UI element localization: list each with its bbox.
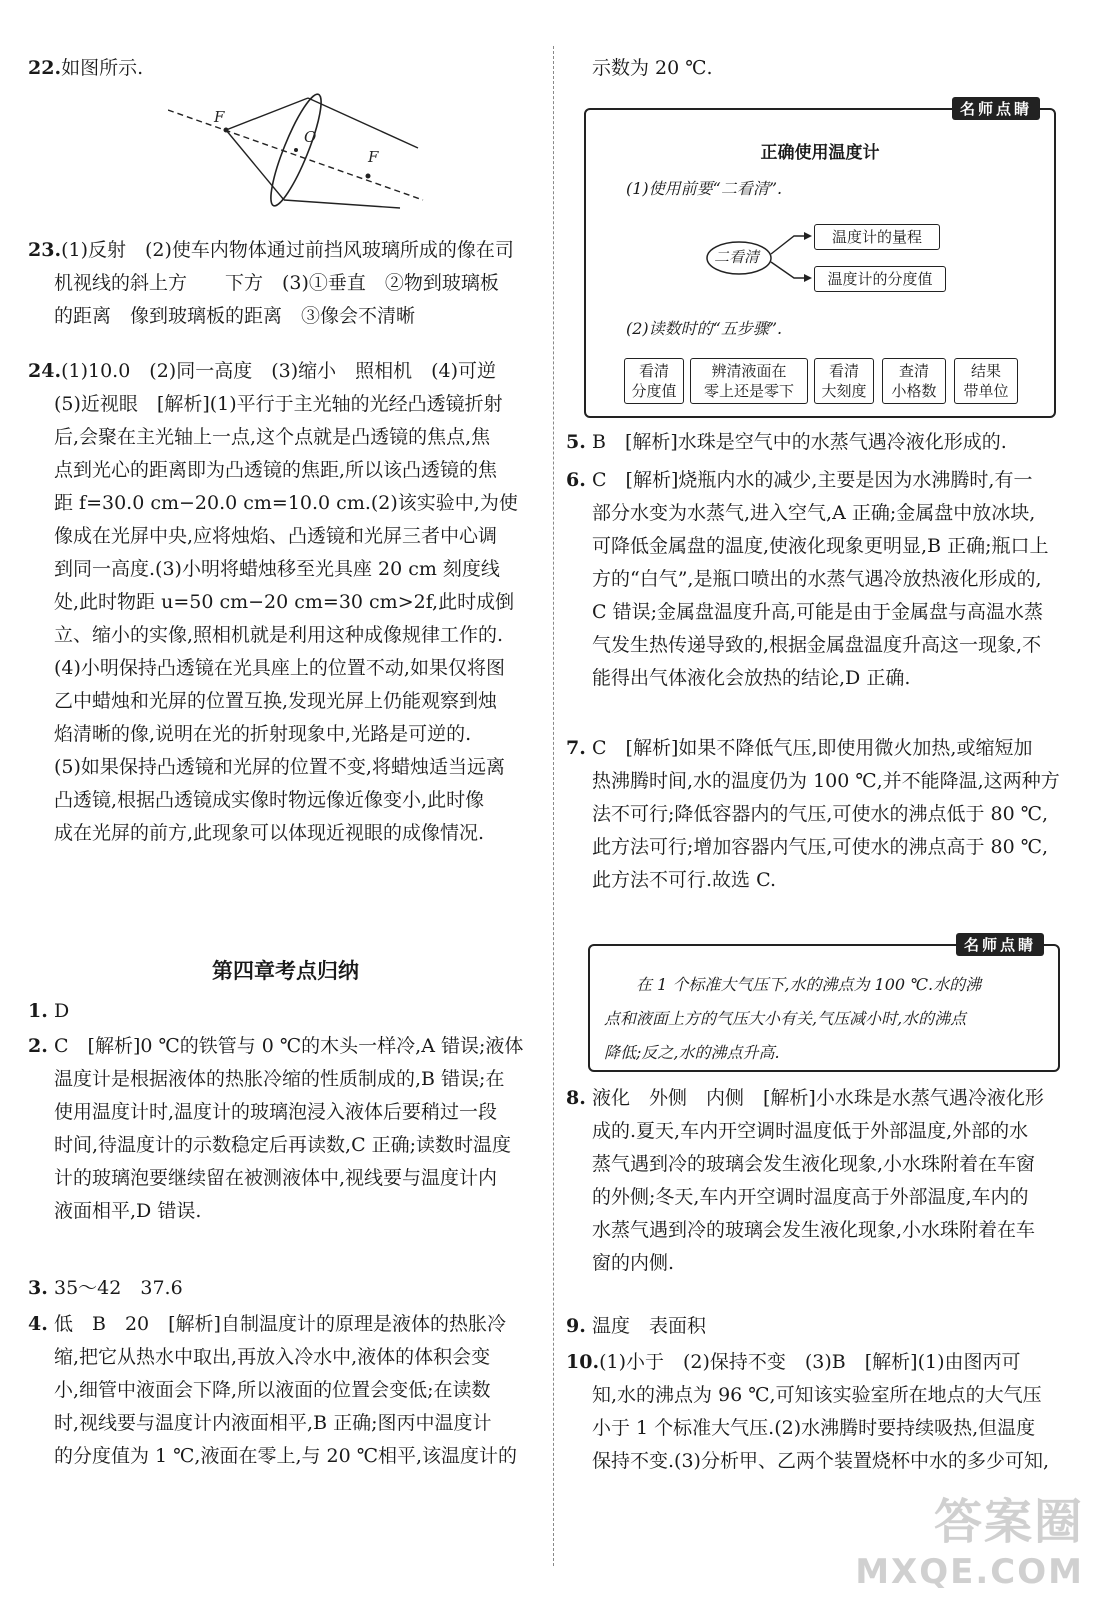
section-title: 第四章考点归纳 — [212, 958, 359, 983]
summary-1: 1. D — [28, 1000, 70, 1022]
tip-title: 正确使用温度计 — [760, 143, 880, 163]
summary-10: 10.(1)小于 (2)保持不变 (3)B [解析](1)由图丙可 知,水的沸点为 96 ℃,可知该实验室所在地点的大气压 小于 1 个标准大气压.(2)水沸腾时要持续吸热,但温度 保持不变.(3)分析甲、乙两个装置烧杯中水的多少可知, — [566, 1351, 1049, 1472]
site-watermark: 答案圈 MXQE.COM — [855, 1494, 1084, 1592]
step-5: 结果 带单位 — [954, 358, 1018, 404]
summary-2: 2. C [解析]0 ℃的铁管与 0 ℃的木头一样冷,A 错误;液体 温度计是根据液体的热胀冷缩的性质制成的,B 错误;在 使用温度计时,温度计的玻璃泡浸入液体后要稍过一段 时间,待温度计的示数稳定后再读数,C 正确;读数时温度 计的玻璃泡要继续留在被测液体中,视线要与温度计内 液面相平,D 错误. — [28, 1035, 524, 1222]
summary-3: 3. 35～42 37.6 — [28, 1277, 183, 1299]
optical-center-point — [294, 148, 298, 152]
oval-label: 二看清 — [714, 248, 760, 266]
ray-in — [226, 98, 308, 130]
optical-center-label: O — [304, 128, 317, 146]
continued-line: 示数为 20 ℃. — [592, 57, 713, 79]
ray-out-top — [308, 98, 418, 148]
lens-ray-diagram — [168, 88, 438, 213]
tip-badge-2: 名师点睛 — [956, 933, 1044, 956]
tip-box-thermometer — [584, 100, 1056, 418]
question-23: 23.(1)反射 (2)使车内物体通过前挡风玻璃所成的像在司 机视线的斜上方 下方 (3)①垂直 ②物到玻璃板 的距离 像到玻璃板的距离 ③像会不清晰 — [28, 239, 514, 327]
summary-7: 7. C [解析]如果不降低气压,即使用微火加热,或缩短加 热沸腾时间,水的温度仍为 100 ℃,并不能降温,这两种方 法不可行;降低容器内的气压,可使水的沸点低于 80 ℃, 此方法可行;增加容器内气压,可使水的沸点高于 80 ℃, 此方法不可行.故选 C. — [566, 737, 1060, 891]
step-4: 查清 小格数 — [882, 358, 946, 404]
branch-range: 温度计的量程 — [814, 224, 940, 250]
tip-line-1: (1)使用前要“二看清”. — [626, 179, 783, 198]
column-divider — [553, 46, 554, 1566]
focus-left-point — [224, 128, 229, 133]
summary-4: 4. 低 B 20 [解析]自制温度计的原理是液体的热胀冷 缩,把它从热水中取出,再放入冷水中,液体的体积会变 小,细管中液面会下降,所以液面的位置会变低;在读数 时,视线要与温度计内液面相平,B 正确;图丙中温度计 的分度值为 1 ℃,液面在零上,与 20 ℃相平,该温度计的 — [28, 1313, 518, 1467]
step-2: 辨清液面在 零上还是零下 — [690, 358, 808, 404]
question-24: 24.(1)10.0 (2)同一高度 (3)缩小 照相机 (4)可逆 (5)近视眼 [解析](1)平行于主光轴的光经凸透镜折射 后,会聚在主光轴上一点,这个点就是凸透镜的焦点,焦 点到光心的距离即为凸透镜的焦距,所以该凸透镜的焦 距 f=30.0 cm−20.0 cm=10.0 cm.(2)该实验中,为使 像成在光屏中央,应将烛焰、凸透镜和光屏三者中心调 到同一高度.(3)小明将蜡烛移至光具座 20 cm 刻度线 处,此时物距 u=50 cm−20 cm=30 cm>2f,此时成倒 立、缩小的实像,照相机就是利用这种成像规律工作的. (4)小明保持凸透镜在光具座上的位置不动,如果仅将图 乙中蜡烛和光屏的位置互换,发现光屏上仍能观察到烛 焰清晰的像,说明在光的折射现象中,光路是可逆的. (5)如果保持凸透镜和光屏的位置不变,将蜡烛适当远离 凸透镜,根据凸透镜成实像时物远像近像变小,此时像 成在光屏的前方,此现象可以体现近视眼的成像情况. — [28, 360, 518, 844]
branch-division: 温度计的分度值 — [814, 266, 946, 292]
step-1: 看清 分度值 — [624, 358, 684, 404]
ray-out-bottom — [284, 200, 400, 208]
summary-5: 5. B [解析]水珠是空气中的水蒸气遇冷液化形成的. — [566, 431, 1007, 453]
tip-box-boiling — [588, 936, 1060, 1072]
focus-left-label: F — [214, 108, 225, 126]
focus-right-label: F — [368, 148, 379, 166]
tip-box-2-text: 在 1 个标准大气压下,水的沸点为 100 ℃.水的沸 点和液面上方的气压大小有关,气压减小时,水的沸点 降低;反之,水的沸点升高. — [604, 975, 982, 1062]
summary-8: 8. 液化 外侧 内侧 [解析]小水珠是水蒸气遇冷液化形 成的.夏天,车内开空调时温度低于外部温度,外部的水 蒸气遇到冷的玻璃会发生液化现象,小水珠附着在车窗 的外侧;冬天,车内开空调时温度高于外部温度,车内的 水蒸气遇到冷的玻璃会发生液化现象,小水珠附着在车 窗的内侧. — [566, 1087, 1044, 1274]
tip-badge: 名师点睛 — [952, 97, 1040, 120]
tip-line-2: (2)读数时的“五步骤”. — [626, 319, 783, 338]
summary-9: 9. 温度 表面积 — [566, 1315, 707, 1337]
summary-6: 6. C [解析]烧瓶内水的减少,主要是因为水沸腾时,有一 部分水变为水蒸气,进入空气,A 正确;金属盘中放冰块, 可降低金属盘的温度,使液化现象更明显,B 正确;瓶口上 方的“白气”,是瓶口喷出的水蒸气遇冷放热液化形成的, C 错误;金属盘温度升高,可能是由于金属盘与高温水蒸 气发生热传递导致的,根据金属盘温度升高这一现象,不 能得出气体液化会放热的结论,D 正确. — [566, 469, 1049, 689]
question-22: 22.如图所示. — [28, 57, 144, 79]
focus-right-point — [366, 174, 371, 179]
step-3: 看清 大刻度 — [814, 358, 874, 404]
